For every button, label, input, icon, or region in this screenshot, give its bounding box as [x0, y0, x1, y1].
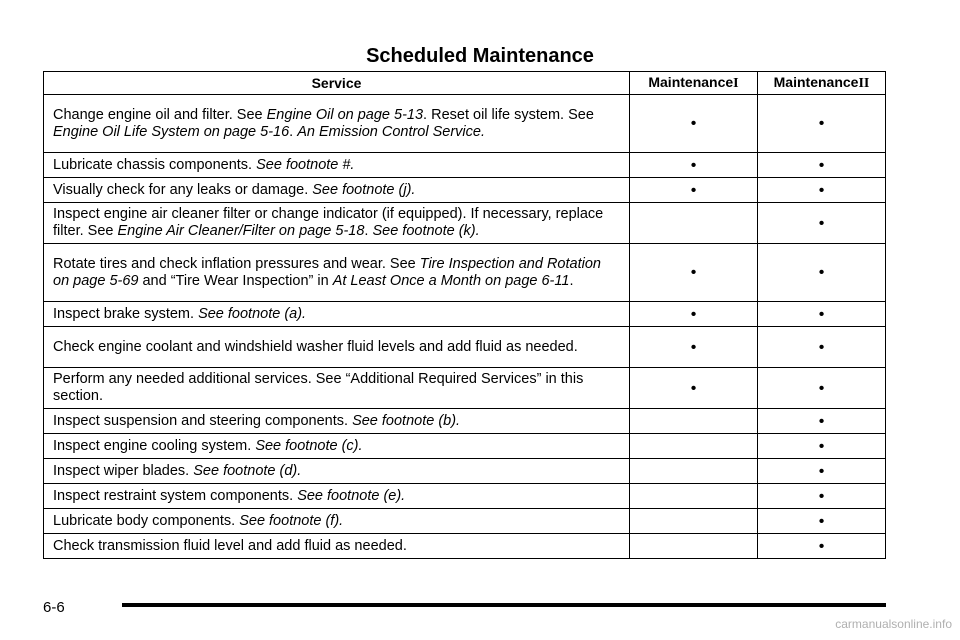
- maintenance-2-cell: [758, 178, 886, 203]
- table-row: [44, 302, 886, 327]
- reference-text: See footnote #.: [256, 156, 355, 173]
- reference-text: Engine Oil on page 5-13: [266, 106, 424, 123]
- reference-text: Engine Air Cleaner/Filter on page 5-18: [117, 223, 365, 239]
- table-row: [44, 95, 886, 153]
- service-description: [44, 327, 630, 368]
- maintenance-1-cell: [630, 368, 758, 409]
- service-description: [44, 368, 630, 409]
- maintenance-1-cell: [630, 302, 758, 327]
- description-text: Perform any needed additional services. See “Additional Required Services” in this section.: [53, 371, 584, 404]
- maintenance-2-cell: [758, 203, 886, 244]
- maintenance-table-body: [44, 95, 886, 559]
- maintenance-1-cell: [630, 459, 758, 484]
- service-description: [44, 203, 630, 244]
- bullet-icon: •: [818, 537, 825, 555]
- service-description: [44, 434, 630, 459]
- description-text: Lubricate chassis components.: [53, 156, 257, 173]
- bullet-icon: •: [818, 181, 825, 199]
- table-row: [44, 244, 886, 302]
- description-text: Inspect brake system.: [53, 305, 199, 322]
- table-row: [44, 368, 886, 409]
- maintenance-2-cell: [758, 509, 886, 534]
- maintenance-2-cell: [758, 368, 886, 409]
- maintenance-2-cell: [758, 434, 886, 459]
- description-text: Inspect suspension and steering components.: [53, 412, 353, 429]
- bullet-icon: •: [818, 412, 825, 430]
- description-text: .: [289, 123, 298, 140]
- description-text: and “Tire Wear Inspection” in: [138, 272, 333, 289]
- reference-text: At Least Once a Month on page 6-11: [332, 272, 570, 289]
- bullet-icon: •: [818, 379, 825, 397]
- maintenance-1-cell: [630, 409, 758, 434]
- maintenance-1-cell: [630, 203, 758, 244]
- table-row: [44, 484, 886, 509]
- column-header-maintenance-2: [758, 72, 886, 95]
- table-row: [44, 203, 886, 244]
- bullet-icon: •: [818, 512, 825, 530]
- bullet-icon: •: [818, 437, 825, 455]
- maintenance-2-cell: [758, 302, 886, 327]
- bullet-icon: •: [818, 462, 825, 480]
- bullet-icon: •: [690, 156, 697, 174]
- maintenance-2-cell: [758, 95, 886, 153]
- maintenance-1-cell: [630, 534, 758, 559]
- maintenance-2-cell: [758, 153, 886, 178]
- column-header-service: Service: [44, 72, 630, 95]
- bullet-icon: •: [818, 338, 825, 356]
- bullet-icon: •: [690, 379, 697, 397]
- service-description: [44, 509, 630, 534]
- service-description: [44, 244, 630, 302]
- page-number: 6-6: [43, 599, 65, 616]
- table-row: [44, 509, 886, 534]
- bullet-icon: •: [690, 181, 697, 199]
- reference-text: See footnote (d).: [193, 462, 302, 479]
- maintenance-1-cell: [630, 95, 758, 153]
- description-text: Inspect wiper blades.: [53, 462, 194, 479]
- table-row: [44, 327, 886, 368]
- column-header-maintenance-1-roman: I: [733, 76, 739, 91]
- column-header-maintenance-2-label: Maintenance: [773, 74, 859, 90]
- reference-text: See footnote (f).: [239, 512, 344, 529]
- description-text: .: [364, 223, 373, 239]
- watermark: carmanualsonline.info: [835, 617, 952, 631]
- footer-rule: [122, 603, 886, 607]
- maintenance-2-cell: [758, 409, 886, 434]
- service-description: [44, 534, 630, 559]
- service-description: [44, 409, 630, 434]
- description-text: Inspect restraint system components.: [53, 487, 298, 504]
- column-header-maintenance-1-label: Maintenance: [648, 74, 734, 90]
- maintenance-2-cell: [758, 327, 886, 368]
- maintenance-1-cell: [630, 244, 758, 302]
- table-row: [44, 534, 886, 559]
- page-title: Scheduled Maintenance: [366, 45, 594, 67]
- table-row: [44, 434, 886, 459]
- description-text: Change engine oil and filter. See: [53, 106, 267, 123]
- reference-text: See footnote (a).: [198, 305, 307, 322]
- bullet-icon: •: [690, 305, 697, 323]
- service-description: [44, 95, 630, 153]
- table-row: [44, 178, 886, 203]
- maintenance-1-cell: [630, 484, 758, 509]
- maintenance-table: [43, 71, 886, 559]
- bullet-icon: •: [690, 338, 697, 356]
- service-description: [44, 153, 630, 178]
- description-text: Check transmission fluid level and add fluid as needed.: [53, 537, 407, 554]
- table-row: [44, 459, 886, 484]
- reference-text: Tire Inspection and Rotation on page 5-69: [53, 255, 601, 289]
- description-text: Visually check for any leaks or damage.: [53, 181, 313, 198]
- table-row: [44, 153, 886, 178]
- column-header-maintenance-1: [630, 72, 758, 95]
- maintenance-2-cell: [758, 484, 886, 509]
- reference-text: See footnote (e).: [297, 487, 406, 504]
- reference-text: See footnote (j).: [312, 181, 416, 198]
- reference-text: See footnote (c).: [255, 437, 363, 454]
- bullet-icon: •: [818, 487, 825, 505]
- maintenance-1-cell: [630, 327, 758, 368]
- description-text: .: [569, 272, 574, 289]
- bullet-icon: •: [690, 264, 697, 281]
- maintenance-2-cell: [758, 534, 886, 559]
- service-description: [44, 178, 630, 203]
- bullet-icon: •: [818, 115, 825, 132]
- maintenance-1-cell: [630, 434, 758, 459]
- column-header-maintenance-2-roman: II: [858, 76, 870, 91]
- bullet-icon: •: [690, 115, 697, 132]
- reference-text: See footnote (k).: [372, 223, 480, 239]
- maintenance-1-cell: [630, 509, 758, 534]
- service-description: [44, 484, 630, 509]
- bullet-icon: •: [818, 214, 825, 232]
- description-text: . Reset oil life system. See: [423, 106, 594, 123]
- description-text: Lubricate body components.: [53, 512, 240, 529]
- description-text: Check engine coolant and windshield washer fluid levels and add fluid as needed.: [53, 338, 578, 355]
- reference-text: See footnote (b).: [352, 412, 461, 429]
- bullet-icon: •: [818, 264, 825, 281]
- description-text: Inspect engine cooling system.: [53, 437, 256, 454]
- bullet-icon: •: [818, 305, 825, 323]
- reference-text: Engine Oil Life System on page 5-16: [53, 123, 290, 140]
- service-description: [44, 459, 630, 484]
- maintenance-1-cell: [630, 178, 758, 203]
- service-description: [44, 302, 630, 327]
- reference-text: An Emission Control Service.: [297, 123, 485, 140]
- table-header-row: [44, 72, 886, 95]
- description-text: Rotate tires and check inflation pressures and wear. See: [53, 255, 420, 272]
- bullet-icon: •: [818, 156, 825, 174]
- description-text: Inspect engine air cleaner filter or change indicator (if equipped). If necessary, replace filter. See: [53, 206, 604, 239]
- table-row: [44, 409, 886, 434]
- maintenance-2-cell: [758, 244, 886, 302]
- maintenance-2-cell: [758, 459, 886, 484]
- maintenance-1-cell: [630, 153, 758, 178]
